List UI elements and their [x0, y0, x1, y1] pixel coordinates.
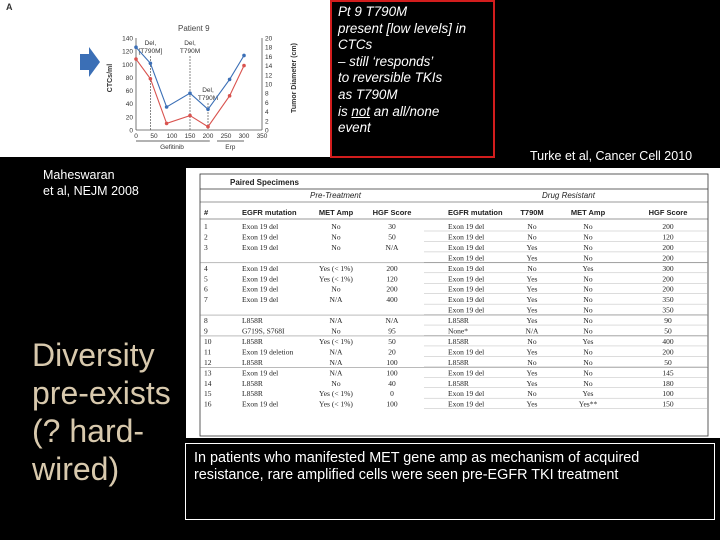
table-cell: Yes (< 1%): [319, 263, 353, 273]
table-cell: 200: [662, 242, 674, 252]
table-cell: No: [583, 242, 593, 252]
table-column-header: EGFR mutation: [242, 208, 297, 217]
citation-maheswaran: [43, 167, 139, 199]
table-cell: 200: [386, 263, 398, 273]
table-cell: No: [583, 284, 593, 294]
table-cell: 30: [388, 222, 396, 231]
table-cell: 200: [662, 253, 674, 263]
patient9-figure: [0, 0, 330, 157]
table-cell: Exon 19 del: [242, 242, 279, 252]
table-cell: L858R: [448, 357, 469, 367]
table-cell: No: [331, 284, 341, 294]
table-group-header: Paired Specimens: [230, 178, 299, 187]
table-cell: Exon 19 del: [448, 274, 485, 284]
table-cell: N/A: [385, 316, 399, 326]
table-graphic: [186, 168, 720, 438]
table-cell: G719S, S768I: [242, 326, 285, 336]
drug-label: Gefitinib: [160, 144, 184, 151]
table-cell: Yes: [526, 316, 538, 326]
annotation-label: T790M: [179, 48, 201, 55]
annotation-label: Del,: [184, 40, 196, 47]
table-cell: 95: [388, 326, 396, 336]
table-cell: 2: [204, 232, 208, 242]
series-point: [242, 64, 246, 68]
diversity-line: Diversity: [32, 337, 155, 373]
y-left-tick: 80: [125, 74, 133, 82]
table-cell: Yes**: [578, 399, 598, 409]
drug-resistant-header: Drug Resistant: [542, 191, 595, 200]
x-tick: 200: [202, 133, 214, 140]
table-cell: Exon 19 del: [242, 284, 279, 294]
table-cell: 100: [386, 399, 398, 409]
table-cell: 100: [386, 357, 398, 367]
callout-not-word: not: [351, 103, 371, 119]
table-cell: Yes: [526, 284, 538, 294]
table-cell: L858R: [242, 378, 263, 388]
table-cell: Exon 19 del: [242, 295, 279, 305]
series-point: [206, 125, 210, 129]
table-cell: 120: [386, 274, 398, 284]
table-cell: Exon 19 del: [448, 305, 485, 315]
annotation-label: Del,: [144, 40, 157, 47]
table-cell: N/A: [329, 295, 343, 305]
met-amp-note: In patients who manifested MET gene amp as mechanism of acquired resistance, rare amplified cells were seen pre-EGFR TKI treatment: [185, 443, 715, 520]
series-point: [228, 78, 232, 82]
annotation-label: T790M: [197, 95, 219, 102]
table-cell: 50: [664, 357, 672, 367]
drug-label: Erp: [225, 144, 236, 151]
series-point: [134, 57, 138, 61]
table-cell: Yes: [582, 336, 594, 346]
table-cell: No: [583, 357, 593, 367]
table-cell: 200: [662, 284, 674, 294]
diversity-line: pre-exists: [32, 375, 171, 411]
diversity-line: (? hard-: [32, 413, 145, 449]
table-cell: Yes: [582, 389, 594, 399]
y-right-tick: 18: [265, 44, 273, 52]
table-column-header: MET Amp: [570, 208, 606, 217]
table-cell: 9: [204, 326, 208, 336]
table-cell: No: [583, 253, 593, 263]
arrow-right-icon: [80, 47, 100, 77]
table-cell: 12: [204, 357, 212, 367]
y-left-label: CTCs/ml: [107, 63, 114, 93]
y-right-tick: 12: [265, 72, 273, 80]
callout-line: event: [338, 120, 371, 136]
table-cell: N/A: [385, 242, 399, 252]
table-cell: Exon 19 del: [448, 347, 485, 357]
table-cell: No: [583, 232, 593, 242]
table-cell: 350: [662, 295, 674, 305]
table-cell: 400: [662, 336, 674, 346]
citation-line: et al, NEJM 2008: [43, 184, 139, 198]
table-cell: Yes (< 1%): [319, 389, 353, 399]
diversity-line: wired): [32, 451, 120, 487]
table-cell: No: [527, 357, 537, 367]
series-point: [165, 122, 169, 126]
table-cell: 14: [204, 378, 212, 388]
table-cell: Exon 19 del: [242, 368, 279, 378]
series-point: [188, 91, 192, 95]
table-column-header: MET Amp: [318, 208, 354, 217]
table-cell: Yes: [526, 368, 538, 378]
table-cell: 4: [204, 263, 208, 273]
table-cell: Exon 19 del: [242, 232, 279, 242]
y-left-tick: 40: [125, 101, 133, 109]
table-cell: 200: [662, 347, 674, 357]
table-cell: 180: [662, 378, 674, 388]
table-cell: 300: [662, 263, 674, 273]
table-cell: Exon 19 deletion: [242, 347, 294, 357]
table-column-header: T790M: [520, 208, 544, 217]
series-point: [206, 108, 210, 112]
y-left-tick: 0: [129, 127, 133, 135]
y-left-tick: 100: [122, 61, 133, 69]
table-cell: L858R: [242, 336, 263, 346]
series-point: [242, 54, 246, 58]
series-point: [134, 45, 138, 49]
pre-treatment-header: Pre-Treatment: [310, 191, 361, 200]
y-left-tick: 120: [122, 48, 133, 56]
table-cell: 50: [664, 326, 672, 336]
table-cell: 200: [386, 284, 398, 294]
table-cell: 0: [390, 389, 394, 399]
table-cell: 40: [388, 378, 396, 388]
table-cell: 8: [204, 316, 208, 326]
table-cell: 50: [388, 336, 396, 346]
citation-turke: Turke et al, Cancer Cell 2010: [530, 149, 693, 163]
x-tick: 300: [238, 133, 250, 140]
table-cell: Yes: [526, 347, 538, 357]
x-tick: 0: [134, 133, 138, 140]
table-cell: No: [527, 232, 537, 242]
y-right-tick: 20: [265, 35, 273, 43]
table-cell: Yes: [526, 378, 538, 388]
table-column-header: EGFR mutation: [448, 208, 503, 217]
table-cell: 5: [204, 274, 208, 284]
table-cell: 20: [388, 347, 396, 357]
paired-specimens-table: [186, 168, 720, 438]
callout-not-suffix: an all/none: [370, 103, 440, 119]
table-cell: No: [583, 347, 593, 357]
table-cell: 120: [662, 232, 674, 242]
callout-line: CTCs: [338, 37, 373, 53]
annotation-label: Del,: [202, 87, 214, 94]
table-cell: 50: [388, 232, 396, 242]
table-cell: No: [331, 326, 341, 336]
table-cell: Exon 19 del: [448, 222, 485, 231]
table-cell: 10: [204, 336, 212, 346]
table-cell: N/A: [525, 326, 539, 336]
table-column-header: HGF Score: [648, 208, 688, 217]
annotation-label: [T790M]: [138, 48, 163, 55]
series-point: [165, 105, 169, 109]
table-cell: Yes: [526, 295, 538, 305]
table-cell: Exon 19 del: [242, 263, 279, 273]
callout-line: Pt 9 T790M: [338, 4, 408, 19]
table-cell: 16: [204, 399, 212, 409]
table-cell: No: [331, 222, 341, 231]
table-cell: Exon 19 del: [448, 253, 485, 263]
table-cell: Yes (< 1%): [319, 399, 353, 409]
table-cell: L858R: [242, 389, 263, 399]
x-tick: 350: [256, 133, 268, 140]
y-right-tick: 10: [265, 81, 273, 89]
citation-line: Maheswaran: [43, 168, 115, 182]
table-cell: No: [331, 378, 341, 388]
y-right-tick: 2: [265, 118, 269, 126]
table-cell: No: [527, 222, 537, 231]
table-cell: Exon 19 del: [448, 263, 485, 273]
table-cell: None*: [448, 326, 468, 336]
table-cell: 100: [662, 389, 674, 399]
table-cell: 11: [204, 347, 212, 357]
table-cell: Exon 19 del: [242, 222, 279, 231]
y-left-tick: 60: [125, 88, 133, 96]
table-cell: L858R: [242, 316, 263, 326]
table-cell: No: [583, 326, 593, 336]
table-cell: No: [583, 316, 593, 326]
callout-line: present [low levels] in: [338, 20, 467, 36]
chart-title: Patient 9: [178, 24, 210, 33]
table-cell: Exon 19 del: [448, 368, 485, 378]
table-cell: No: [527, 389, 537, 399]
t790m-callout: [330, 0, 495, 158]
table-cell: Yes (< 1%): [319, 336, 353, 346]
table-cell: 3: [204, 242, 208, 252]
table-cell: N/A: [329, 368, 343, 378]
callout-line: – still ‘responds’: [338, 53, 434, 69]
table-cell: No: [583, 295, 593, 305]
table-cell: N/A: [329, 357, 343, 367]
callout-line-not: [338, 104, 493, 121]
table-cell: Yes: [526, 274, 538, 284]
table-cell: Exon 19 del: [448, 295, 485, 305]
table-cell: 400: [386, 295, 398, 305]
y-right-tick: 0: [265, 127, 269, 135]
table-cell: No: [527, 263, 537, 273]
table-cell: L858R: [448, 378, 469, 388]
panel-letter: A: [6, 2, 13, 12]
table-cell: Exon 19 del: [448, 389, 485, 399]
table-cell: No: [583, 222, 593, 231]
table-cell: N/A: [329, 316, 343, 326]
table-cell: Exon 19 del: [242, 274, 279, 284]
table-cell: Exon 19 del: [448, 232, 485, 242]
x-tick: 100: [166, 133, 178, 140]
table-column-header: HGF Score: [372, 208, 412, 217]
y-right-tick: 6: [265, 99, 269, 107]
table-cell: 6: [204, 284, 208, 294]
series-point: [228, 94, 232, 98]
series-point: [149, 77, 153, 81]
series-point: [188, 114, 192, 118]
table-cell: No: [331, 232, 341, 242]
table-cell: 90: [664, 316, 672, 326]
table-cell: 145: [662, 368, 674, 378]
table-cell: 100: [386, 368, 398, 378]
patient9-chart: [0, 0, 330, 157]
table-cell: No: [583, 274, 593, 284]
table-cell: No: [331, 242, 341, 252]
table-cell: No: [583, 368, 593, 378]
table-cell: No: [583, 378, 593, 388]
y-right-label: Tumor Diameter (cm): [291, 43, 298, 113]
table-cell: Yes: [526, 399, 538, 409]
table-cell: Yes: [526, 253, 538, 263]
table-cell: Yes: [526, 242, 538, 252]
table-cell: 1: [204, 222, 208, 231]
table-cell: Yes (< 1%): [319, 274, 353, 284]
y-right-tick: 4: [265, 109, 269, 117]
x-tick: 50: [150, 133, 158, 140]
y-right-tick: 8: [265, 90, 269, 98]
table-cell: No: [527, 336, 537, 346]
table-cell: Exon 19 del: [242, 399, 279, 409]
callout-not-prefix: is: [338, 103, 352, 119]
series-point: [149, 62, 153, 66]
table-cell: 7: [204, 295, 208, 305]
table-cell: L858R: [448, 336, 469, 346]
x-tick: 150: [184, 133, 196, 140]
table-cell: Yes: [526, 305, 538, 315]
callout-line: to reversible TKIs: [338, 70, 443, 86]
table-cell: Exon 19 del: [448, 242, 485, 252]
y-left-tick: 140: [122, 35, 133, 43]
table-cell: 150: [662, 399, 674, 409]
table-cell: 200: [662, 274, 674, 284]
table-cell: Exon 19 del: [448, 284, 485, 294]
diversity-heading: [32, 336, 171, 488]
table-cell: No: [583, 305, 593, 315]
table-cell: 13: [204, 368, 212, 378]
table-cell: 200: [662, 222, 674, 231]
table-cell: Yes: [582, 263, 594, 273]
table-cell: L858R: [242, 357, 263, 367]
table-cell: N/A: [329, 347, 343, 357]
table-cell: L858R: [448, 316, 469, 326]
y-right-tick: 16: [265, 53, 273, 61]
table-column-header: #: [204, 208, 209, 217]
y-left-tick: 20: [125, 114, 133, 122]
y-right-tick: 14: [265, 63, 273, 71]
table-cell: Exon 19 del: [448, 399, 485, 409]
x-tick: 250: [220, 133, 232, 140]
table-cell: 350: [662, 305, 674, 315]
callout-line: as T790M: [338, 86, 398, 102]
table-cell: 15: [204, 389, 212, 399]
